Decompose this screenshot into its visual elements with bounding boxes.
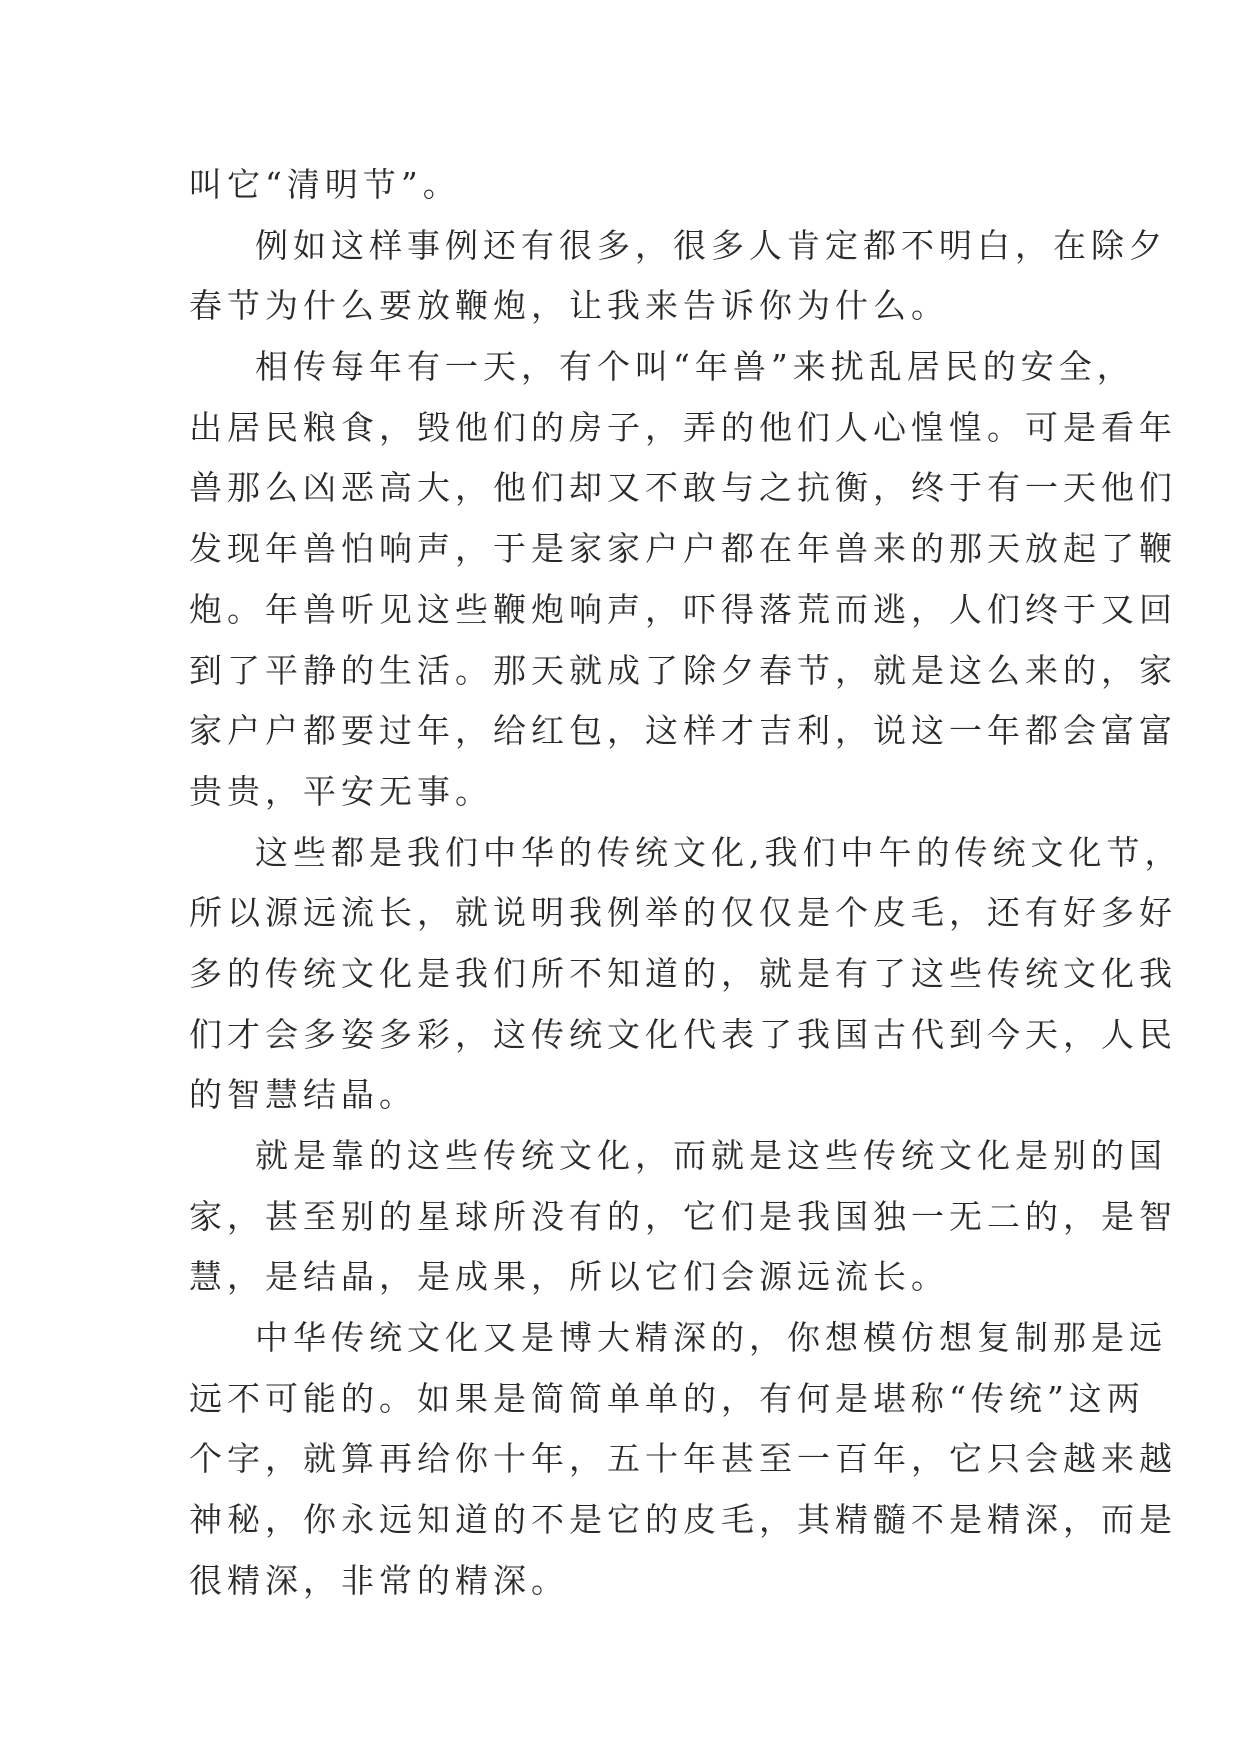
text-line: 春节为什么要放鞭炮，让我来告诉你为什么。 <box>189 286 949 326</box>
paragraph-1 <box>189 155 1049 216</box>
text-line: 发现年兽怕响声，于是家家户户都在年兽来的那天放起了鞭 <box>189 529 1177 569</box>
text-line: 就是靠的这些传统文化，而就是这些传统文化是别的国 <box>255 1136 1167 1175</box>
text-line: 家户户都要过年，给红包，这样才吉利，说这一年都会富富 <box>189 711 1177 751</box>
paragraph-5 <box>189 1126 1177 1308</box>
text-line: 远不可能的。如果是简简单单的，有何是堪称“传统”这两 <box>189 1378 1145 1418</box>
text-line: 的智慧结晶。 <box>189 1075 417 1115</box>
text-line: 叫它“清明节”。 <box>189 165 461 204</box>
text-line: 到了平静的生活。那天就成了除夕春节，就是这么来的，家 <box>189 650 1177 690</box>
text-line: 中华传统文化又是博大精深的，你想模仿想复制那是远 <box>255 1318 1167 1358</box>
text-line: 出居民粮食，毁他们的房子，弄的他们人心惶惶。可是看年 <box>189 407 1177 447</box>
body-text <box>189 155 1183 1612</box>
text-line: 例如这样事例还有很多，很多人肯定都不明白，在除夕 <box>255 225 1167 265</box>
text-line: 所以源远流长，就说明我例举的仅仅是个皮毛，还有好多好 <box>189 893 1177 933</box>
text-line: 神秘，你永远知道的不是它的皮毛，其精髓不是精深，而是 <box>189 1500 1177 1540</box>
text-line: 炮。年兽听见这些鞭炮响声，吓得落荒而逃，人们终于又回 <box>189 589 1177 629</box>
text-line: 相传每年有一天，有个叫“年兽”来扰乱居民的安全， <box>255 347 1135 387</box>
text-line: 兽那么凶恶高大，他们却又不敢与之抗衡，终于有一天他们 <box>189 468 1177 508</box>
paragraph-3 <box>189 337 1177 823</box>
text-line: 贵贵，平安无事。 <box>189 771 493 811</box>
text-line: 慧，是结晶，是成果，所以它们会源远流长。 <box>189 1257 949 1297</box>
text-line: 个字，就算再给你十年，五十年甚至一百年，它只会越来越 <box>189 1439 1177 1479</box>
text-line: 们才会多姿多彩，这传统文化代表了我国古代到今天，人民 <box>189 1014 1177 1054</box>
paragraph-2 <box>189 216 1167 337</box>
text-line: 很精深，非常的精深。 <box>189 1560 569 1600</box>
paragraph-4 <box>189 823 1183 1126</box>
paragraph-6 <box>189 1308 1177 1611</box>
text-line: 家，甚至别的星球所没有的，它们是我国独一无二的，是智 <box>189 1196 1177 1236</box>
text-line: 多的传统文化是我们所不知道的，就是有了这些传统文化我 <box>189 953 1177 993</box>
text-line: 这些都是我们中华的传统文化,我们中午的传统文化节， <box>255 832 1183 872</box>
